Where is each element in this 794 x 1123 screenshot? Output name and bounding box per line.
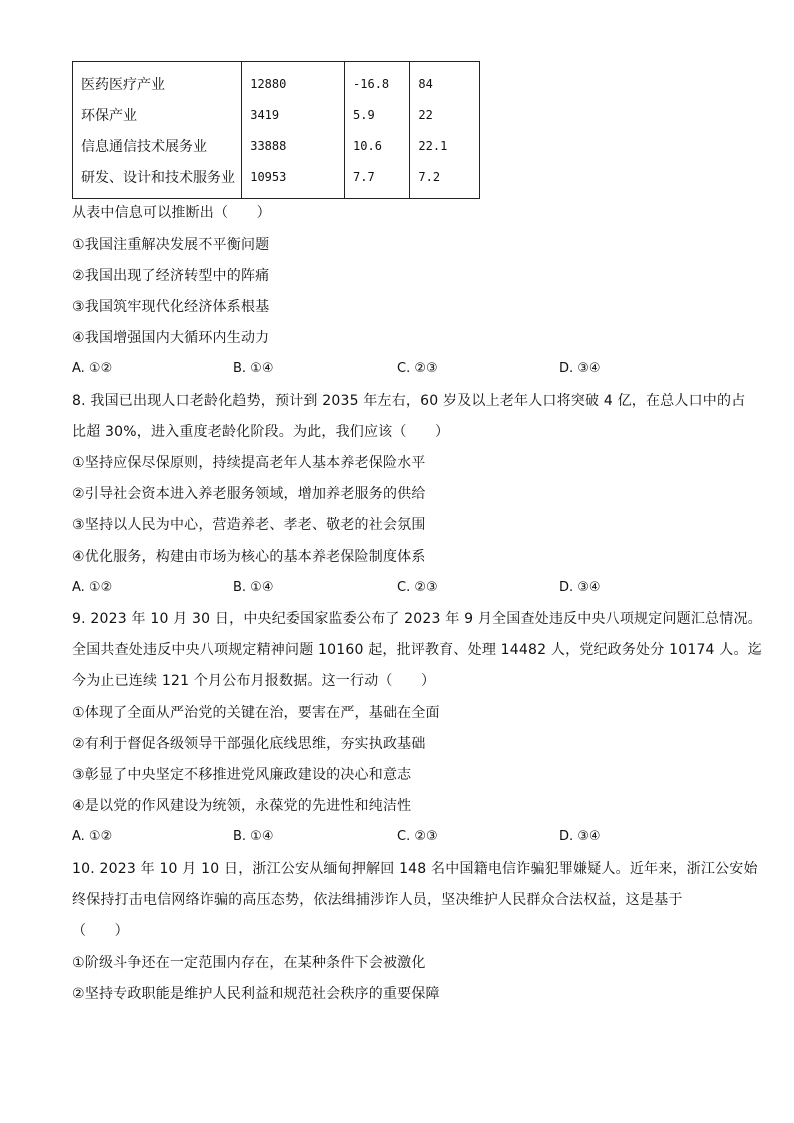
value-cell: 33888 xyxy=(242,130,345,161)
option-b: B. ①④ xyxy=(233,829,274,844)
option-b: B. ①④ xyxy=(233,580,274,595)
question-10-item-1: ①阶级斗争还在一定范围内存在，在某种条件下会被激化 xyxy=(72,955,426,971)
industry-name-cell: 医药医疗产业 xyxy=(73,62,242,100)
option-a: A. ①② xyxy=(72,580,113,595)
table-row xyxy=(73,161,480,199)
option-c: C. ②③ xyxy=(397,829,438,844)
option-d: D. ③④ xyxy=(559,580,601,595)
value-cell: -16.8 xyxy=(345,62,410,100)
question-9-item-3: ③彰显了中央坚定不移推进党风廉政建设的决心和意志 xyxy=(72,767,412,783)
industry-name-cell: 研发、设计和技术服务业 xyxy=(73,161,242,199)
question-8-item-4: ④优化服务，构建由市场为核心的基本养老保险制度体系 xyxy=(72,549,426,565)
question-8-item-1: ①坚持应保尽保原则，持续提高老年人基本养老保险水平 xyxy=(72,455,426,471)
question-9-options xyxy=(72,828,712,846)
value-cell: 5.9 xyxy=(345,99,410,130)
table-row xyxy=(73,62,480,100)
value-cell: 22 xyxy=(410,99,480,130)
table-row xyxy=(73,130,480,161)
question-9-stem-line-1: 9. 2023 年 10 月 30 日，中央纪委国家监委公布了 2023 年 9 月全国查处违反中央八项规定问题汇总情况。 xyxy=(72,611,762,627)
value-cell: 12880 xyxy=(242,62,345,100)
value-cell: 84 xyxy=(410,62,480,100)
value-cell: 22.1 xyxy=(410,130,480,161)
value-cell: 10.6 xyxy=(345,130,410,161)
question-8-stem-line-2: 比超 30%，进入重度老龄化阶段。为此，我们应该（ ） xyxy=(72,424,450,440)
question-9-item-1: ①体现了全面从严治党的关键在治，要害在严，基础在全面 xyxy=(72,705,440,721)
value-cell: 7.7 xyxy=(345,161,410,199)
option-c: C. ②③ xyxy=(397,580,438,595)
question-7-item-1: ①我国注重解决发展不平衡问题 xyxy=(72,237,270,253)
question-9-item-2: ②有利于督促各级领导干部强化底线思维，夯实执政基础 xyxy=(72,736,426,752)
question-8-item-3: ③坚持以人民为中心，营造养老、孝老、敬老的社会氛围 xyxy=(72,517,426,533)
question-7-item-4: ④我国增强国内大循环内生动力 xyxy=(72,330,270,346)
industry-name-cell: 环保产业 xyxy=(73,99,242,130)
option-a: A. ①② xyxy=(72,829,113,844)
question-7-stem: 从表中信息可以推断出（ ） xyxy=(72,205,271,221)
industry-name-cell: 信息通信技术展务业 xyxy=(73,130,242,161)
table-row xyxy=(73,99,480,130)
question-8-options xyxy=(72,579,712,597)
question-7-options xyxy=(72,360,712,378)
question-9-stem-line-3: 今为止已连续 121 个月公布月报数据。这一行动（ ） xyxy=(72,673,436,689)
question-9-stem-line-2: 全国共查处违反中央八项规定精神问题 10160 起，批评教育、处理 14482 人，党纪政务处分 10174 人。迄 xyxy=(72,642,762,658)
question-8-stem-line-1: 8. 我国已出现人口老龄化趋势，预计到 2035 年左右，60 岁及以上老年人口将突破 4 亿，在总人口中的占 xyxy=(72,393,746,409)
value-cell: 10953 xyxy=(242,161,345,199)
question-10-stem-line-2: 终保持打击电信网络诈骗的高压态势，依法缉捕涉诈人员，坚决维护人民群众合法权益，这是基于 xyxy=(72,892,683,908)
question-10-stem-line-1: 10. 2023 年 10 月 10 日，浙江公安从缅甸押解回 148 名中国籍电信诈骗犯罪嫌疑人。近年来，浙江公安始 xyxy=(72,861,758,877)
question-10-stem-line-3: （ ） xyxy=(72,923,129,939)
option-a: A. ①② xyxy=(72,361,113,376)
question-7-item-2: ②我国出现了经济转型中的阵痛 xyxy=(72,268,270,284)
question-10-item-2: ②坚持专政职能是维护人民利益和规范社会秩序的重要保障 xyxy=(72,986,440,1002)
option-c: C. ②③ xyxy=(397,361,438,376)
question-9-item-4: ④是以党的作风建设为统领，永葆党的先进性和纯洁性 xyxy=(72,798,412,814)
option-d: D. ③④ xyxy=(559,361,601,376)
value-cell: 7.2 xyxy=(410,161,480,199)
option-b: B. ①④ xyxy=(233,361,274,376)
industry-data-table xyxy=(72,61,480,199)
value-cell: 3419 xyxy=(242,99,345,130)
question-8-item-2: ②引导社会资本进入养老服务领域，增加养老服务的供给 xyxy=(72,486,426,502)
option-d: D. ③④ xyxy=(559,829,601,844)
question-7-item-3: ③我国筑牢现代化经济体系根基 xyxy=(72,299,270,315)
